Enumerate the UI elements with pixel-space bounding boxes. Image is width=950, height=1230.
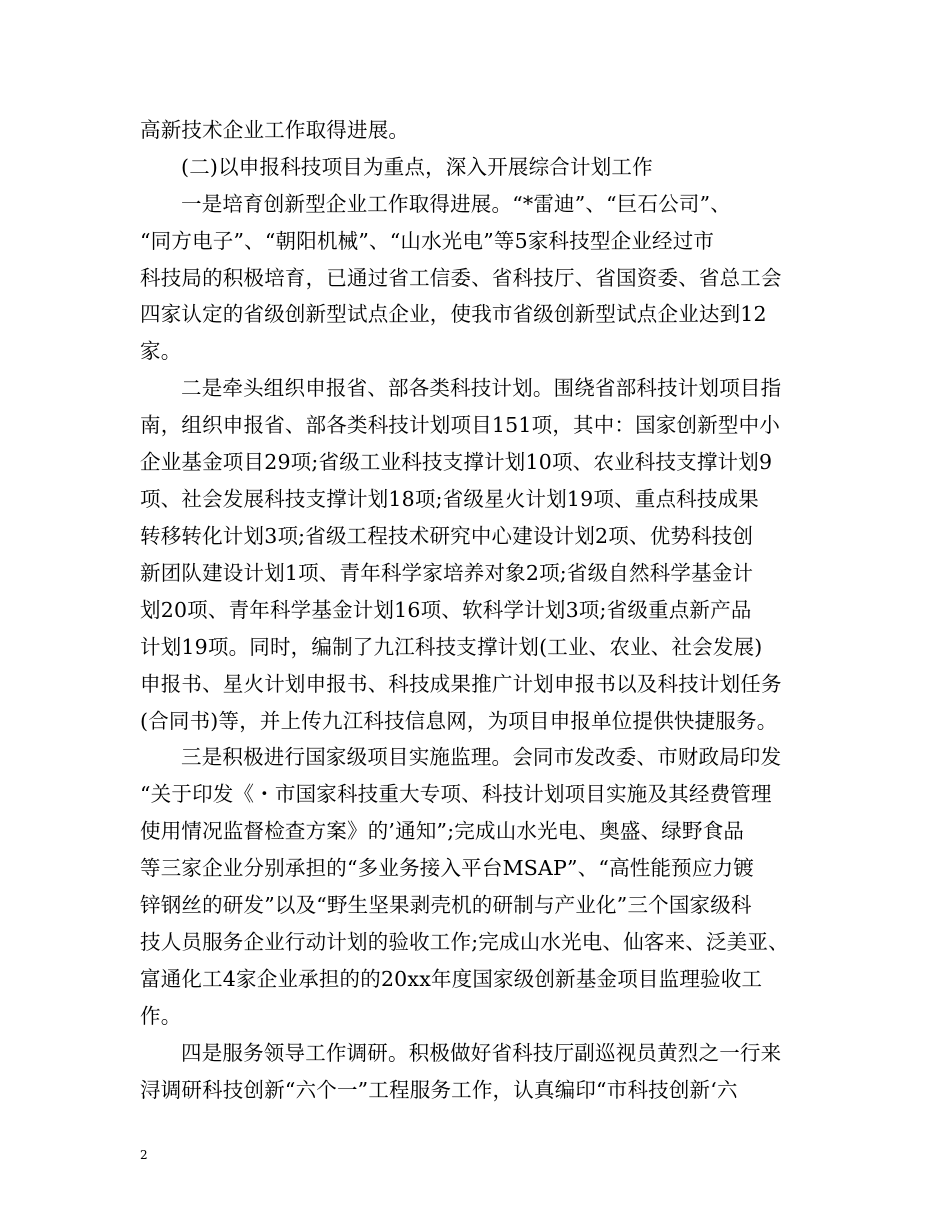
text-line: 申报书、星火计划申报书、科技成果推广计划申报书以及科技计划任务	[140, 672, 782, 696]
text-line: 一是培育创新型企业工作取得进展。“*雷迪”、“巨石公司”、	[181, 192, 731, 216]
text-line: 锌钢丝的研发”以及“野生坚果剥壳机的研制与产业化”三个国家级科	[140, 893, 752, 917]
text-line: 使用情况监督检查方案》的’通知”;完成山水光电、奥盛、绿野食品	[140, 819, 745, 843]
text-line: 科技局的积极培育，已通过省工信委、省科技厅、省国资委、省总工会	[140, 266, 782, 290]
text-line: 计划19项。同时，编制了九江科技支撑计划(工业、农业、社会发展)	[140, 635, 763, 659]
text-line: 企业基金项目29项;省级工业科技支撑计划10项、农业科技支撑计划9	[140, 450, 773, 474]
text-line: “关于印发《・市国家科技重大专项、科技计划项目实施及其经费管理	[140, 782, 772, 806]
text-line: 作。	[140, 1004, 182, 1028]
text-line: 南，组织申报省、部各类科技计划项目151项，其中：国家创新型中小	[140, 413, 781, 437]
text-line: 四是服务领导工作调研。积极做好省科技厅副巡视员黄烈之一行来	[181, 1041, 782, 1065]
text-line: 转移转化计划3项;省级工程技术研究中心建设计划2项、优势科技创	[140, 524, 754, 548]
section-heading: (二)以申报科技项目为重点，深入开展综合计划工作	[181, 155, 653, 179]
text-line: 浔调研科技创新“六个一”工程服务工作，认真编印“市科技创新‘六	[140, 1078, 738, 1102]
text-line: 四家认定的省级创新型试点企业，使我市省级创新型试点企业达到12	[140, 302, 767, 326]
text-line: 家。	[140, 339, 182, 363]
text-line: 新团队建设计划1项、青年科学家培养对象2项;省级自然科学基金计	[140, 561, 754, 585]
text-line: (合同书)等，并上传九江科技信息网，为项目申报单位提供快捷服务。	[140, 709, 778, 733]
page-number: 2	[140, 1148, 148, 1162]
text-line: 项、社会发展科技支撑计划18项;省级星火计划19项、重点科技成果	[140, 487, 759, 511]
text-line: 技人员服务企业行动计划的验收工作;完成山水光电、仙客来、泛美亚、	[140, 930, 789, 954]
text-line: 高新技术企业工作取得进展。	[140, 118, 410, 142]
text-line: 三是积极进行国家级项目实施监理。会同市发改委、市财政局印发	[181, 745, 782, 769]
text-line: 划20项、青年科学基金计划16项、软科学计划3项;省级重点新产品	[140, 598, 752, 622]
text-line: 二是牵头组织申报省、部各类科技计划。围绕省部科技计划项目指	[181, 376, 782, 400]
text-line: 富通化工4家企业承担的的20xx年度国家级创新基金项目监理验收工	[140, 967, 763, 991]
text-line: “同方电子”、“朝阳机械”、“山水光电”等5家科技型企业经过市	[140, 229, 715, 253]
text-line: 等三家企业分别承担的“多业务接入平台MSAP”、“高性能预应力镀	[140, 856, 754, 880]
